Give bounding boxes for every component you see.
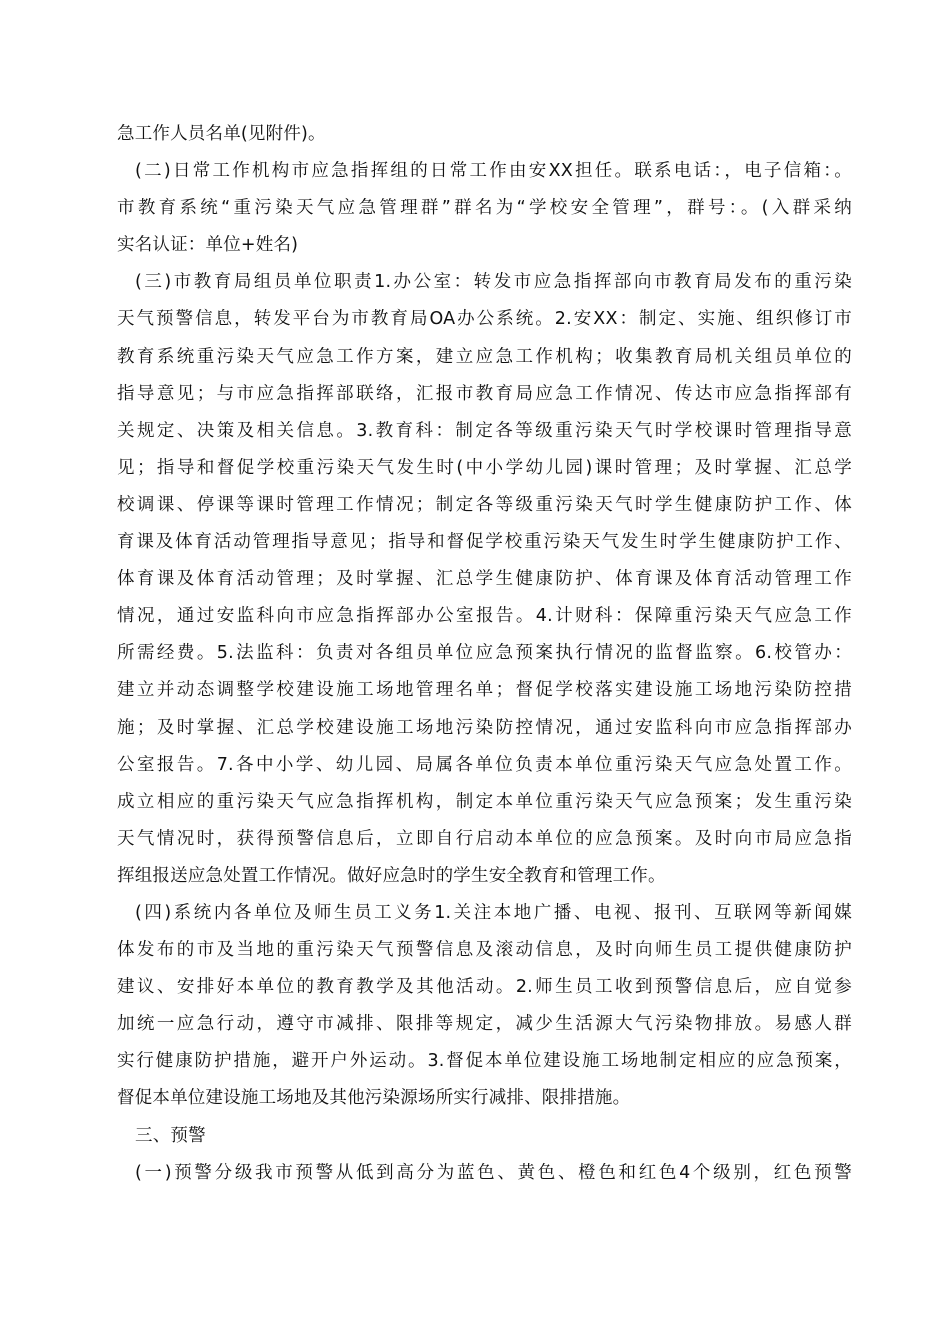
- text-line: 关规定、决策及相关信息。3.教育科：制定各等级重污染天气时学校课时管理指导意: [117, 420, 852, 441]
- text-line: 体发布的市及当地的重污染天气预警信息及滚动信息，及时向师生员工提供健康防护: [117, 940, 852, 961]
- text-line: 指导意见；与市应急指挥部联络，汇报市教育局应急工作情况、传达市应急指挥部有: [117, 383, 852, 404]
- text-line: 公室报告。7.各中小学、幼儿园、局属各单位负责本单位重污染天气应急处置工作。: [117, 754, 852, 775]
- text-line: (一)预警分级我市预警从低到高分为蓝色、黄色、橙色和红色4个级别，红色预警: [135, 1162, 852, 1183]
- text-line: 建立并动态调整学校建设施工场地管理名单；督促学校落实建设施工场地污染防控措: [117, 680, 852, 701]
- text-line: 见；指导和督促学校重污染天气发生时(中小学幼儿园)课时管理；及时掌握、汇总学: [117, 457, 852, 478]
- text-line: 加统一应急行动，遵守市减排、限排等规定，减少生活源大气污染物排放。易感人群: [117, 1014, 852, 1035]
- text-line: 市教育系统“重污染天气应急管理群”群名为“学校安全管理”，群号：。(入群采纳: [117, 198, 852, 219]
- text-line: 实名认证：单位+姓名): [117, 235, 299, 256]
- text-line: 天气预警信息，转发平台为市教育局OA办公系统。2.安XX：制定、实施、组织修订市: [117, 309, 852, 330]
- text-line: 施；及时掌握、汇总学校建设施工场地污染防控情况，通过安监科向市应急指挥部办: [117, 717, 852, 738]
- text-line: 情况，通过安监科向市应急指挥部办公室报告。4.计财科：保障重污染天气应急工作: [117, 606, 852, 627]
- text-line: 挥组报送应急处置工作情况。做好应急时的学生安全教育和管理工作。: [117, 865, 666, 886]
- text-line: 实行健康防护措施，避开户外运动。3.督促本单位建设施工场地制定相应的应急预案，: [117, 1051, 852, 1072]
- text-line: (三)市教育局组员单位职责1.办公室：转发市应急指挥部向市教育局发布的重污染: [135, 272, 852, 293]
- text-line: 育课及体育活动管理指导意见；指导和督促学校重污染天气发生时学生健康防护工作、: [117, 532, 852, 553]
- text-line: 三、预警: [135, 1125, 206, 1146]
- text-line: 督促本单位建设施工场地及其他污染源场所实行减排、限排措施。: [117, 1088, 631, 1109]
- text-line: 急工作人员名单(见附件)。: [117, 124, 326, 144]
- text-line: 体育课及体育活动管理；及时掌握、汇总学生健康防护、体育课及体育活动管理工作: [117, 569, 852, 590]
- text-line: 天气情况时，获得预警信息后，立即自行启动本单位的应急预案。及时向市局应急指: [117, 828, 852, 849]
- text-line: (四)系统内各单位及师生员工义务1.关注本地广播、电视、报刊、互联网等新闻媒: [135, 902, 852, 923]
- text-line: 校调课、停课等课时管理工作情况；制定各等级重污染天气时学生健康防护工作、体: [117, 494, 852, 515]
- text-line: 所需经费。5.法监科：负责对各组员单位应急预案执行情况的监督监察。6.校管办：: [117, 643, 852, 664]
- text-line: 建议、安排好本单位的教育教学及其他活动。2.师生员工收到预警信息后，应自觉参: [117, 977, 852, 998]
- text-line: 成立相应的重污染天气应急指挥机构，制定本单位重污染天气应急预案；发生重污染: [117, 791, 852, 812]
- text-line: 教育系统重污染天气应急工作方案，建立应急工作机构；收集教育局机关组员单位的: [117, 346, 852, 367]
- text-line: (二)日常工作机构市应急指挥组的日常工作由安XX担任。联系电话：，电子信箱：。: [135, 161, 852, 182]
- document-body: [117, 116, 852, 1192]
